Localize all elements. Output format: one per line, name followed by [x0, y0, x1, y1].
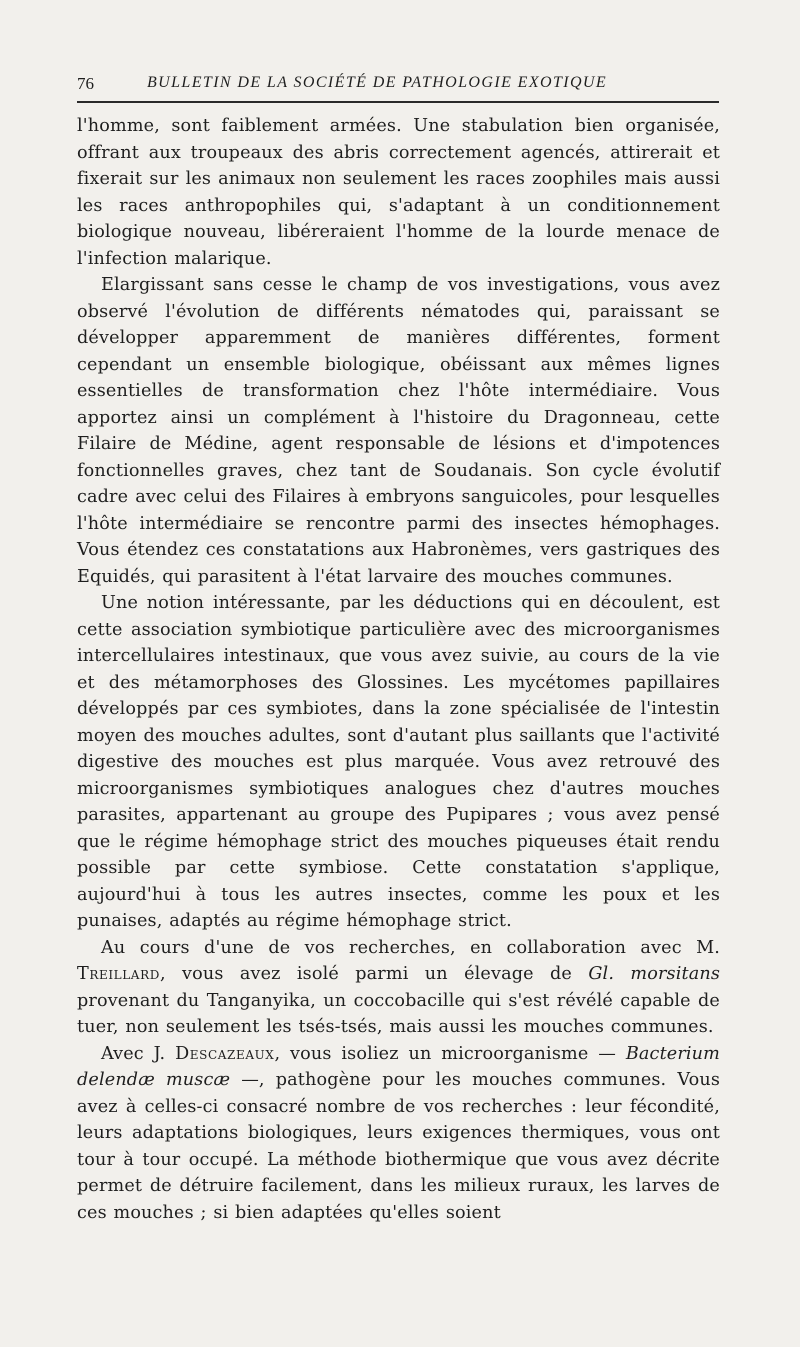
body-text [77, 113, 720, 1226]
author-name-descazeaux: Descazeaux [175, 1043, 275, 1064]
page-header [77, 74, 717, 98]
paragraph-4-text-b: , vous avez isolé parmi un élevage de [159, 964, 589, 984]
paragraph-4-text-c: provenant du Tanganyika, un coccobacille qui s'est révélé capable de tuer, non seulement les tsés-tsés, mais aussi les mouches communes. [77, 990, 720, 1037]
paragraph-4-text-a: Au cours d'une de vos recherches, en collaboration avec M. [101, 937, 720, 958]
author-name-treillard: Treillard [77, 964, 160, 984]
bacterium-name: Bacterium delendæ muscæ [77, 1043, 720, 1090]
paragraph-5-text-c: —, pathogène pour les mouches communes. Vous avez à celles-ci consacré nombre de vos recherches : leur fécondité, leurs adaptations biologiques, leurs exigences thermiques, vous ont tour à tour occupé. La méthode biothermique que vous avez décrite permet de détruire facilement, dans les milieux ruraux, les larves de ces mouches ; si bien adaptées qu'elles soient [77, 1070, 720, 1223]
header-divider [77, 101, 719, 103]
paragraph-5-text-a: Avec J. [101, 1043, 176, 1064]
running-title: BULLETIN DE LA SOCIÉTÉ DE PATHOLOGIE EXOTIQUE [147, 74, 608, 91]
paragraph-5 [77, 1041, 720, 1227]
species-name: Gl. morsitans [588, 964, 721, 984]
paragraph-4 [77, 935, 720, 1041]
paragraph-2: Elargissant sans cesse le champ de vos investigations, vous avez observé l'évolution de différents nématodes qui, paraissant se développer apparemment de manières différentes, forment cependant un ensemble biologique, obéissant aux mêmes lignes essentielles de transformation chez l'hôte intermédiaire. Vous apportez ainsi un complément à l'histoire du Dragonneau, cette Filaire de Médine, agent responsable de lésions et d'impotences fonctionnelles graves, chez tant de Soudanais. Son cycle évolutif cadre avec celui des Filaires à embryons sanguicoles, pour lesquelles l'hôte intermédiaire se rencontre parmi des insectes hémophages. Vous étendez ces constatations aux Habronèmes, vers gastriques des Equidés, qui parasitent à l'état larvaire des mouches communes. [77, 275, 720, 587]
page-number: 76 [77, 74, 94, 93]
paragraph-5-text-b: , vous isoliez un microorganisme — [274, 1043, 626, 1064]
paragraph-3: Une notion intéressante, par les déductions qui en découlent, est cette association symbiotique particulière avec des microorganismes intercellulaires intestinaux, que vous avez suivie, au cours de la vie et des métamorphoses des Glossines. Les mycétomes papillaires développés par ces symbiotes, dans la zone spécialisée de l'intestin moyen des mouches adultes, sont d'autant plus saillants que l'activité digestive des mouches est plus marquée. Vous avez retrouvé des microorganismes symbiotiques analogues chez d'autres mouches parasites, appartenant au groupe des Pupipares ; vous avez pensé que le régime hémophage strict des mouches piqueuses était rendu possible par cette symbiose. Cette constatation s'applique, aujourd'hui à tous les autres insectes, comme les poux et les punaises, adaptés au régime hémophage strict. [77, 593, 720, 931]
paragraph-1: l'homme, sont faiblement armées. Une stabulation bien organisée, offrant aux troupeaux des abris correctement agencés, attirerait et fixerait sur les animaux non seulement les races zoophiles mais aussi les races anthropophiles qui, s'adaptant à un conditionnement biologique nouveau, libéreraient l'homme de la lourde menace de l'infection malarique. [77, 116, 720, 269]
